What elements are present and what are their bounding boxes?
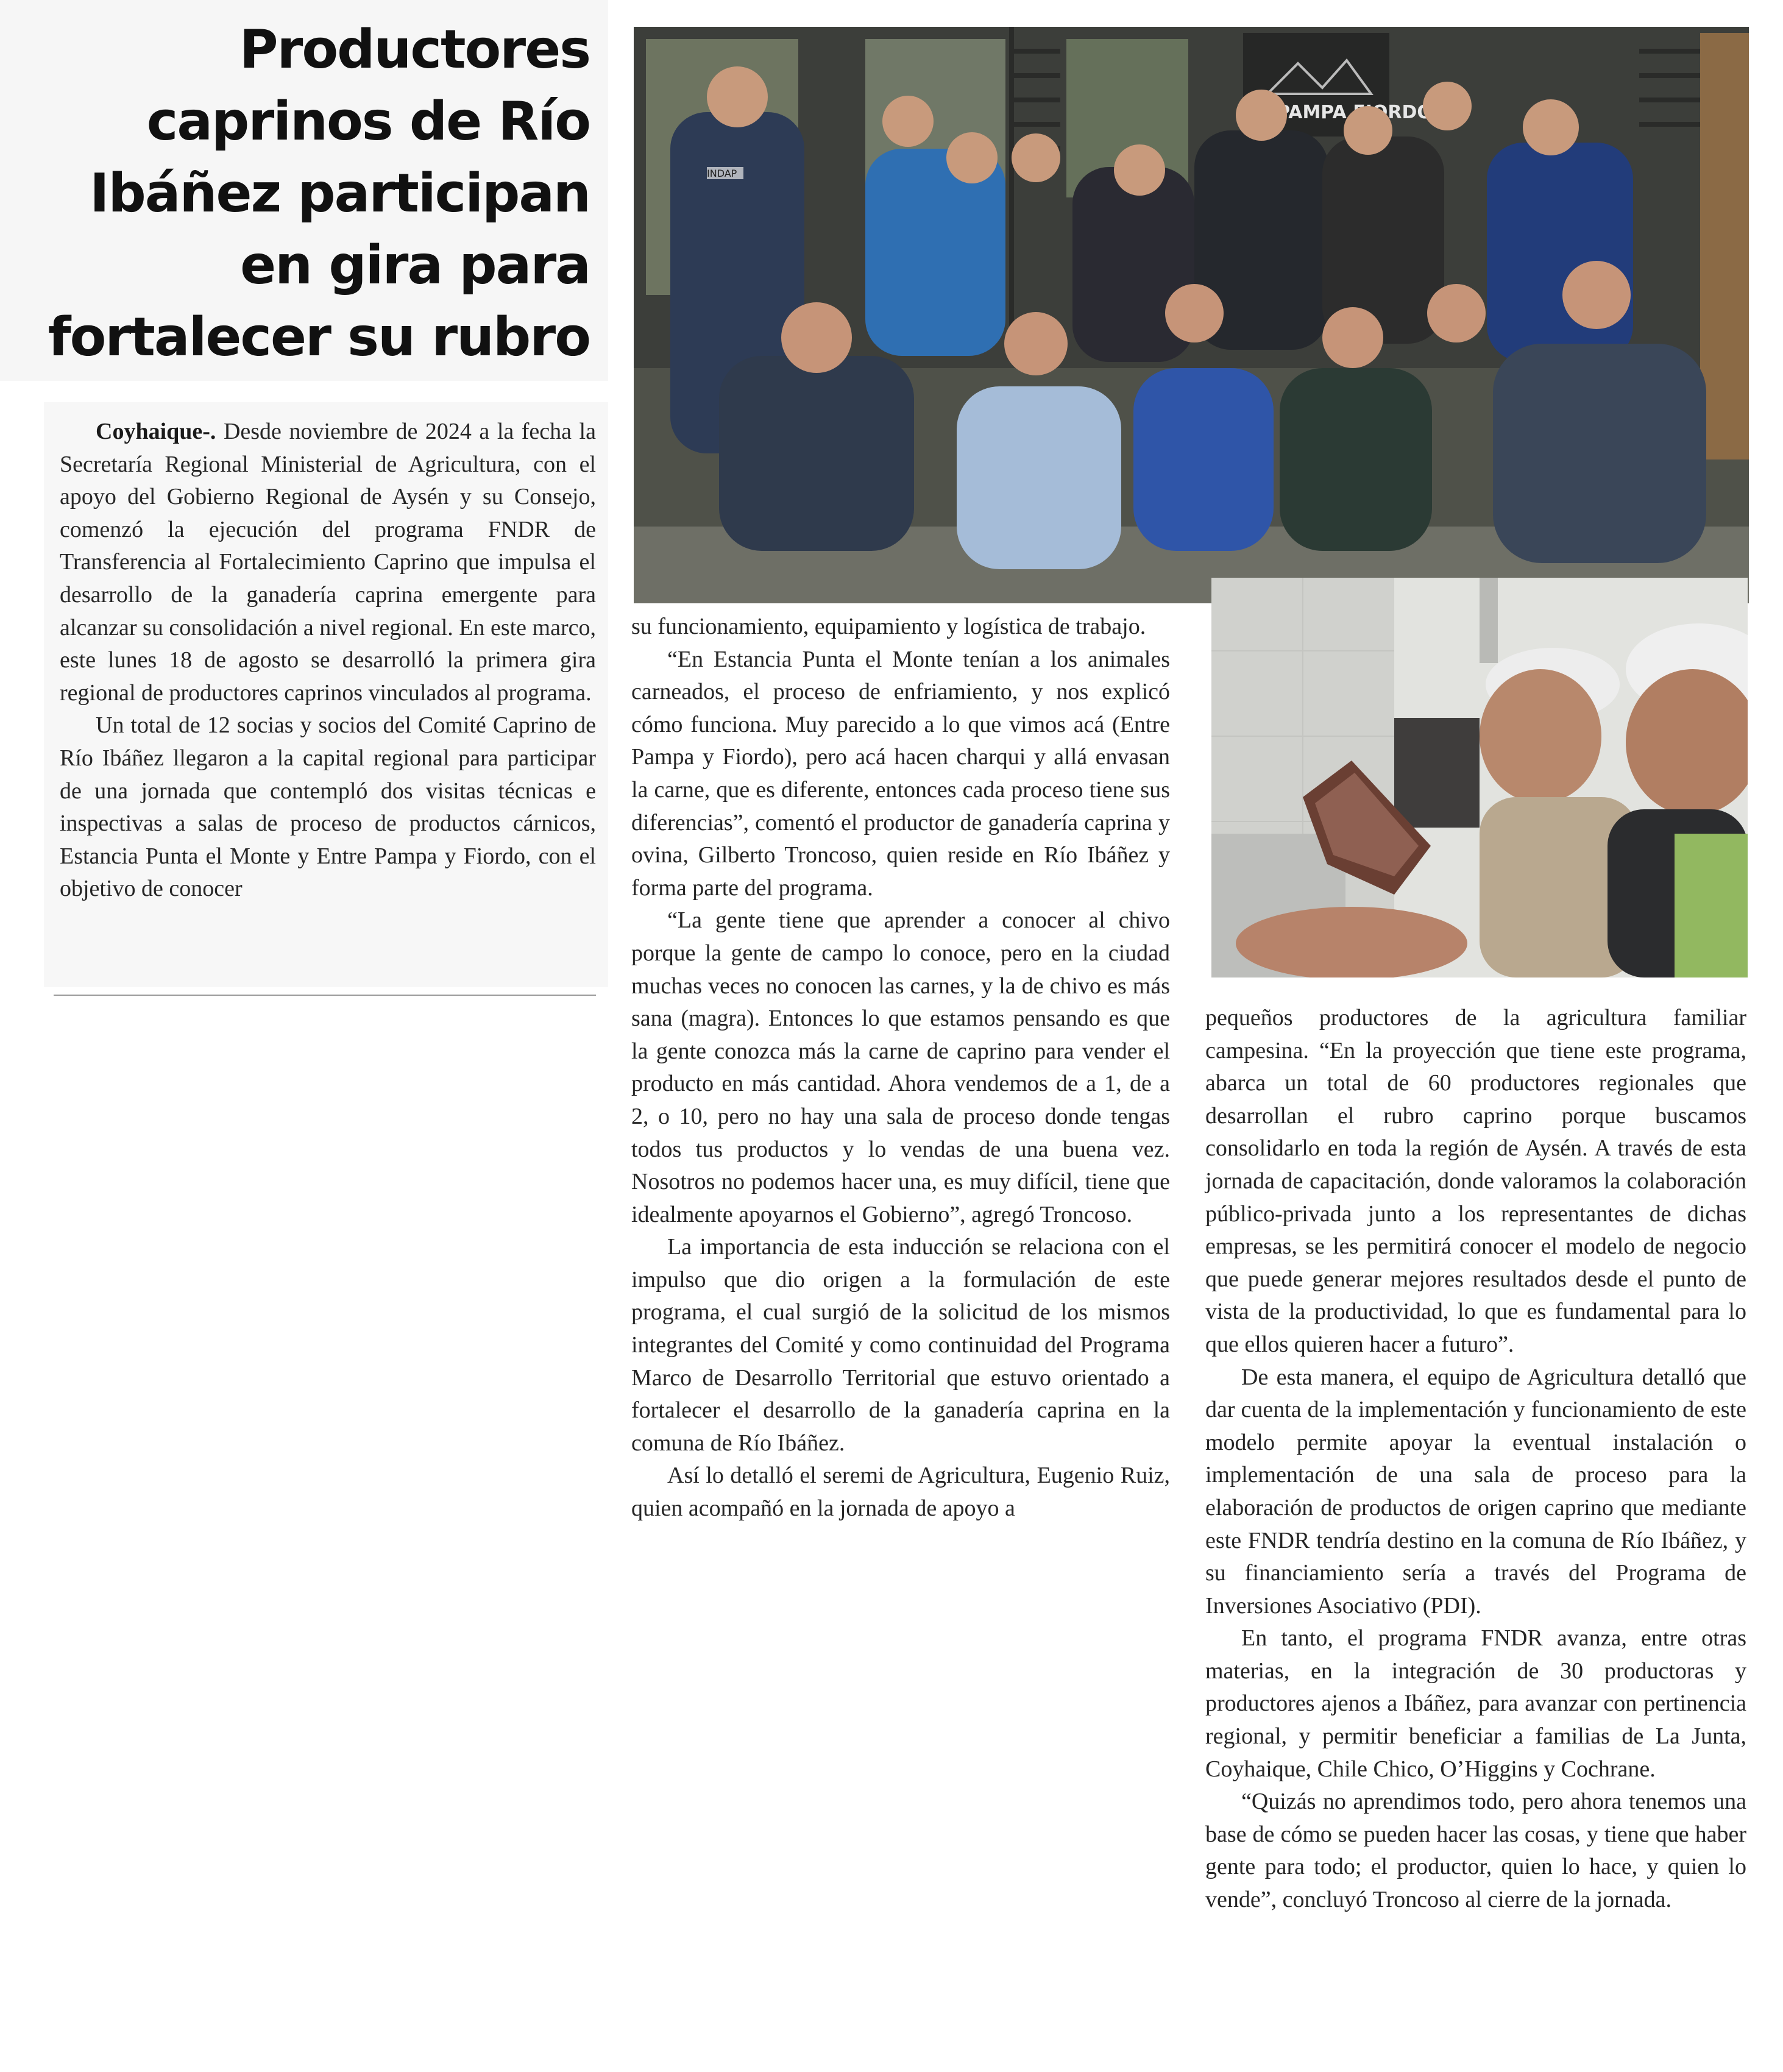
dateline: Coyhaique-. <box>96 419 216 444</box>
paragraph: En tanto, el programa FNDR avanza, entre otras materias, en la integración de 30 productoras y productores ajenos a Ibáñez, para avanzar con pertinencia regional, y permitir beneficiar a familias de La Junta, Coyhaique, Chile Chico, O’Higgins y Cochrane. <box>1205 1625 1746 1782</box>
paragraph: pequeños productores de la agricultura familiar campesina. “En la proyección que tiene este programa, abarca un total de 60 productores regionales que desarrollan el rubro caprino porque buscamos consolidarlo en toda la región de Aysén. A través de esta jornada de capacitación, donde valoramos la colaboración público-privada junto a los representantes de dichas empresas, se les permitirá conocer el modelo de negocio que puede generar mejores resultados desde el punto de vista de la productividad, lo que es fundamental para lo que ellos quieren hacer a futuro”. <box>1205 1005 1746 1357</box>
paragraph-lead <box>60 416 596 709</box>
paragraph: Así lo detalló el seremi de Agricultura, Eugenio Ruiz, quien acompañó en la jornada de apoyo a <box>631 1463 1170 1522</box>
headline-box <box>0 0 608 381</box>
sign-text: PAMPA FIORDO <box>1277 102 1433 123</box>
paragraph: De esta manera, el equipo de Agricultura detalló que dar cuenta de la implementación y funcionamiento de este modelo permite apoyar la eventual instalación o implementación de una sala de proceso para la elaboración de productos de origen caprino que mediante este FNDR tendría destino en la comuna de Río Ibáñez, y su financiamiento sería a través del Programa de Inversiones Asociativo (PDI). <box>1205 1364 1746 1619</box>
group-photo <box>634 27 1749 603</box>
paragraph: su funcionamiento, equipamiento y logística de trabajo. <box>631 614 1146 639</box>
column-divider-rule <box>54 995 596 996</box>
headline: Productores caprinos de Río Ibáñez participan en gira para fortalecer su rubro <box>48 18 590 368</box>
processing-room-photo <box>1211 578 1748 977</box>
paragraph-text: Desde noviembre de 2024 a la fecha la Secretaría Regional Ministerial de Agricultura, con el apoyo del Gobierno Regional de Aysén y su Consejo, comenzó la ejecución del programa FNDR de Transferencia al Fortalecimiento Caprino que impulsa el desarrollo de la ganadería caprina emergente para alcanzar su consolidación a nivel regional. En este marco, este lunes 18 de agosto se desarrolló la primera gira regional de productores caprinos vinculados al programa. <box>60 419 596 706</box>
article-column-2 <box>631 611 1170 1525</box>
paragraph: “Quizás no aprendimos todo, pero ahora tenemos una base de cómo se pueden hacer las cosas, y tiene que haber gente para todo; el productor, quien lo hace, y quien lo vende”, concluyó Troncoso al cierre de la jornada. <box>1205 1789 1746 1913</box>
article-column-3 <box>1205 1002 1746 1917</box>
paragraph: Un total de 12 socias y socios del Comité Caprino de Río Ibáñez llegaron a la capital regional para participar de una jornada que contempló dos visitas técnicas e inspectivas a salas de proceso de productos cárnicos, Estancia Punta el Monte y Entre Pampa y Fiordo, con el objetivo de conocer <box>60 712 596 902</box>
article-column-1 <box>60 416 596 906</box>
paragraph: La importancia de esta inducción se relaciona con el impulso que dio origen a la formulación de este programa, el cual surgió de la solicitud de los mismos integrantes del Comité y como continuidad del Programa Marco de Desarrollo Territorial que estuvo orientado a fortalecer el desarrollo de la ganadería caprina en la comuna de Río Ibáñez. <box>631 1234 1170 1456</box>
paragraph: “En Estancia Punta el Monte tenían a los animales carneados, el proceso de enfriamiento, y nos explicó cómo funciona. Muy parecido a lo que vimos acá (Entre Pampa y Fiordo), pero acá hacen charqui y allá envasan la carne, que es diferente, entonces cada proceso tiene sus diferencias”, comentó el productor de ganadería caprina y ovina, Gilberto Troncoso, quien reside en Río Ibáñez y forma parte del programa. <box>631 646 1170 901</box>
jacket-text: INDAP <box>707 168 737 179</box>
paragraph: “La gente tiene que aprender a conocer al chivo porque la gente de campo lo conoce, pero en la ciudad muchas veces no conocen las carnes, y la de chivo es más sana (magra). Entonces lo que estamos pensando es que la gente conozca más la carne de caprino para vender el producto en más cantidad. Ahora vendemos de a 1, de a 2, o 10, pero no hay una sala de proceso donde tengas todos tus productos y lo vendas de una buena vez. Nosotros no podemos hacer una, es muy difícil, tiene que idealmente apoyarnos el Gobierno”, agregó Troncoso. <box>631 907 1170 1227</box>
